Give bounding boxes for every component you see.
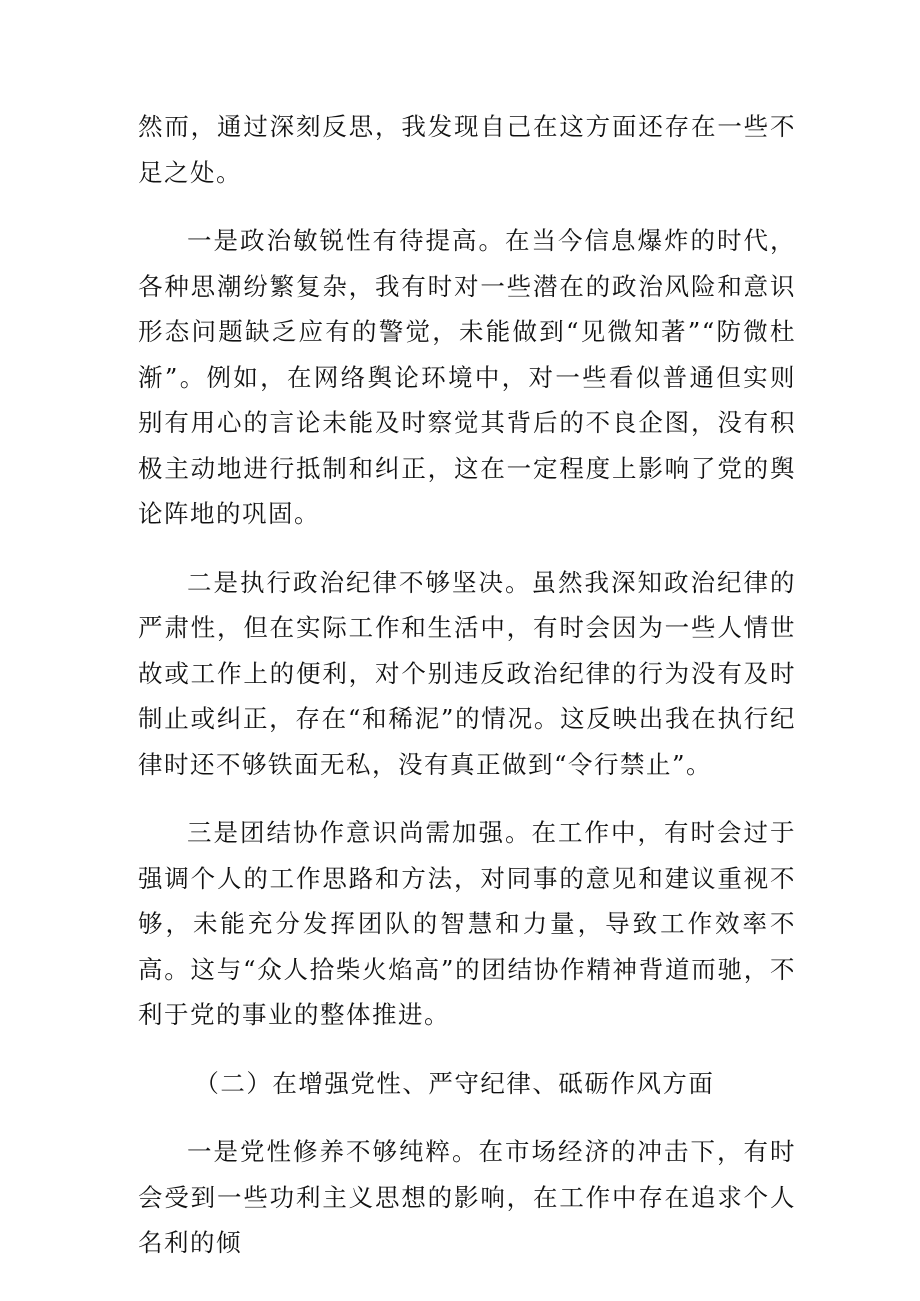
section-heading: （二）在增强党性、严守纪律、砥砺作风方面 — [194, 1068, 715, 1098]
document-page — [138, 104, 796, 1289]
paragraph-point-3: 三是团结协作意识尚需加强。在工作中，有时会过于强调个人的工作思路和方法，对同事的意见和建议重视不够，未能充分发挥团队的智慧和力量，导致工作效率不高。这与“众人拾柴火焰高”的团结协作精神背道而驰，不利于党的事业的整体推进。 — [138, 818, 796, 1029]
paragraph-last: 一是党性修养不够纯粹。在市场经济的冲击下，有时会受到一些功利主义思想的影响，在工作中存在追求个人名利的倾 — [138, 1137, 796, 1257]
paragraph-intro: 然而，通过深刻反思，我发现自己在这方面还存在一些不足之处。 — [138, 112, 796, 187]
paragraph-point-1: 一是政治敏锐性有待提高。在当今信息爆炸的时代，各种思潮纷繁复杂，我有时对一些潜在的政治风险和意识形态问题缺乏应有的警觉，未能做到“见微知著”“防微杜渐”。例如，在网络舆论环境中，对一些看似普通但实则别有用心的言论未能及时察觉其背后的不良企图，没有积极主动地进行抵制和纠正，这在一定程度上影响了党的舆论阵地的巩固。 — [138, 226, 796, 528]
paragraph-point-2: 二是执行政治纪律不够坚决。虽然我深知政治纪律的严肃性，但在实际工作和生活中，有时会因为一些人情世故或工作上的便利，对个别违反政治纪律的行为没有及时制止或纠正，存在“和稀泥”的情况。这反映出我在执行纪律时还不够铁面无私，没有真正做到“令行禁止”。 — [138, 567, 796, 779]
